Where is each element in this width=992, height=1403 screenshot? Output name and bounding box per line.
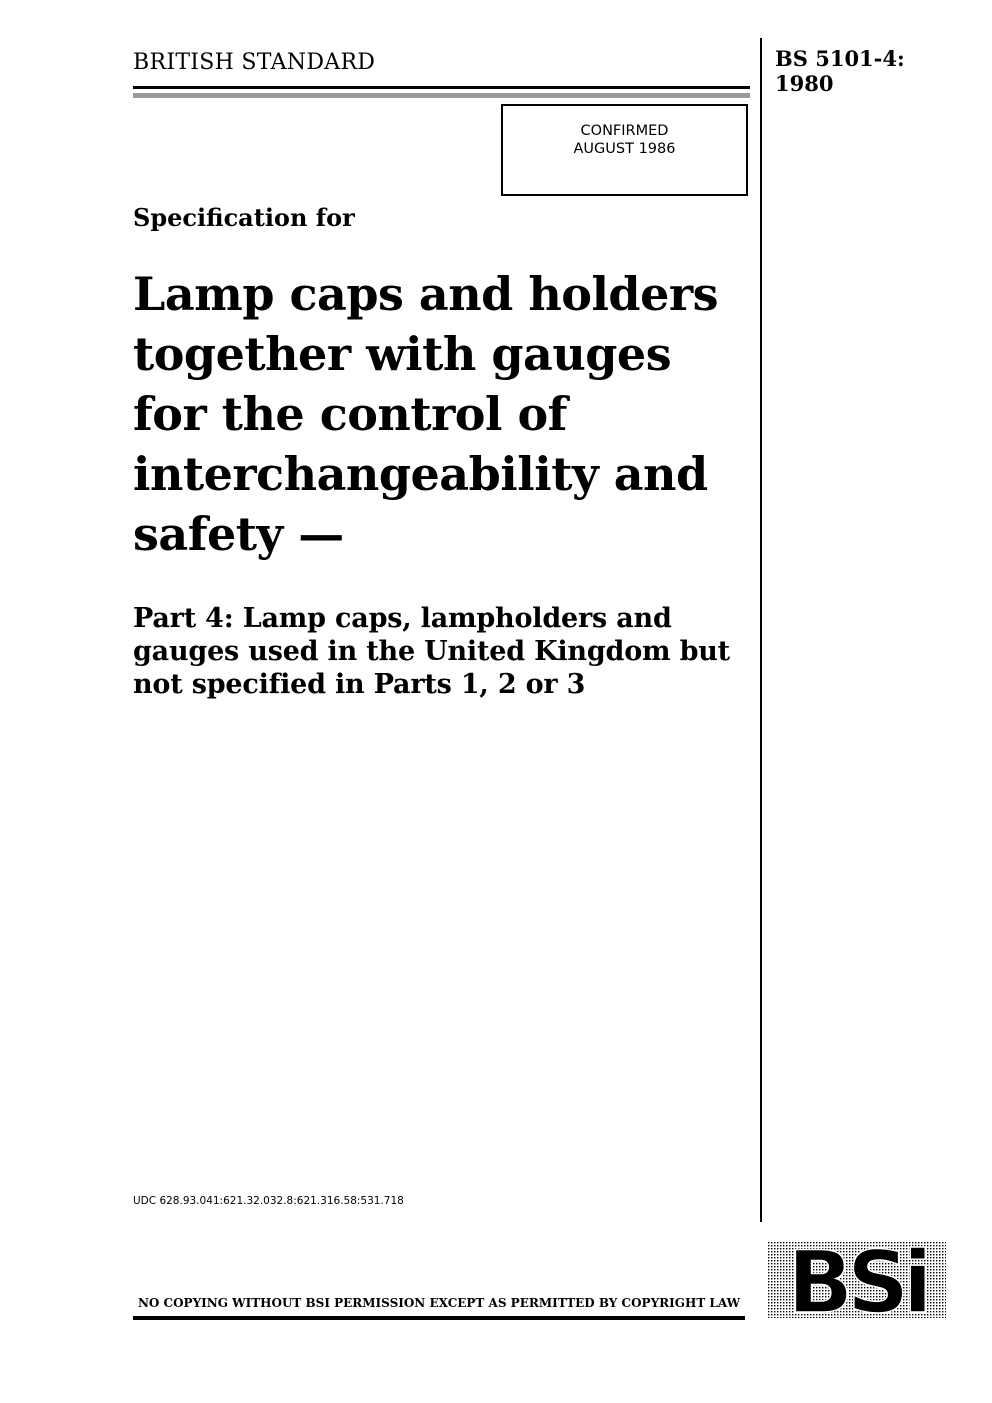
confirmed-date: AUGUST 1986 [573, 141, 676, 157]
main-title-line: Lamp caps and holders [133, 267, 718, 321]
main-title-line: for the control of [133, 387, 567, 441]
vertical-rule [760, 38, 762, 1222]
udc-classification: UDC 628.93.041:621.32.032.8:621.316.58:531.718 [133, 1195, 404, 1207]
part-title-line: not specified in Parts 1, 2 or 3 [133, 669, 586, 700]
part-title-line: gauges used in the United Kingdom but [133, 636, 730, 667]
document-type-label: BRITISH STANDARD [133, 50, 376, 75]
confirmed-label: CONFIRMED [580, 123, 669, 139]
spec-for-heading: Specification for [133, 203, 355, 232]
confirmed-stamp [501, 104, 748, 196]
standard-number-line2: 1980 [775, 71, 834, 96]
header-rule [133, 86, 750, 89]
part-title-line: Part 4: Lamp caps, lampholders and [133, 603, 672, 634]
standard-number [775, 46, 905, 96]
standard-number-line1: BS 5101-4: [775, 46, 905, 71]
main-title [133, 264, 758, 564]
footer-rule [133, 1316, 745, 1320]
bsi-logo-text: BSi [787, 1242, 927, 1318]
main-title-line: interchangeability and [133, 447, 708, 501]
main-title-line: together with gauges [133, 327, 672, 381]
bsi-logo [768, 1242, 946, 1318]
part-title [133, 602, 758, 701]
copyright-notice: NO COPYING WITHOUT BSI PERMISSION EXCEPT AS PERMITTED BY COPYRIGHT LAW [137, 1296, 741, 1310]
header-rule-grey [133, 93, 750, 98]
main-title-line: safety — [133, 507, 344, 561]
